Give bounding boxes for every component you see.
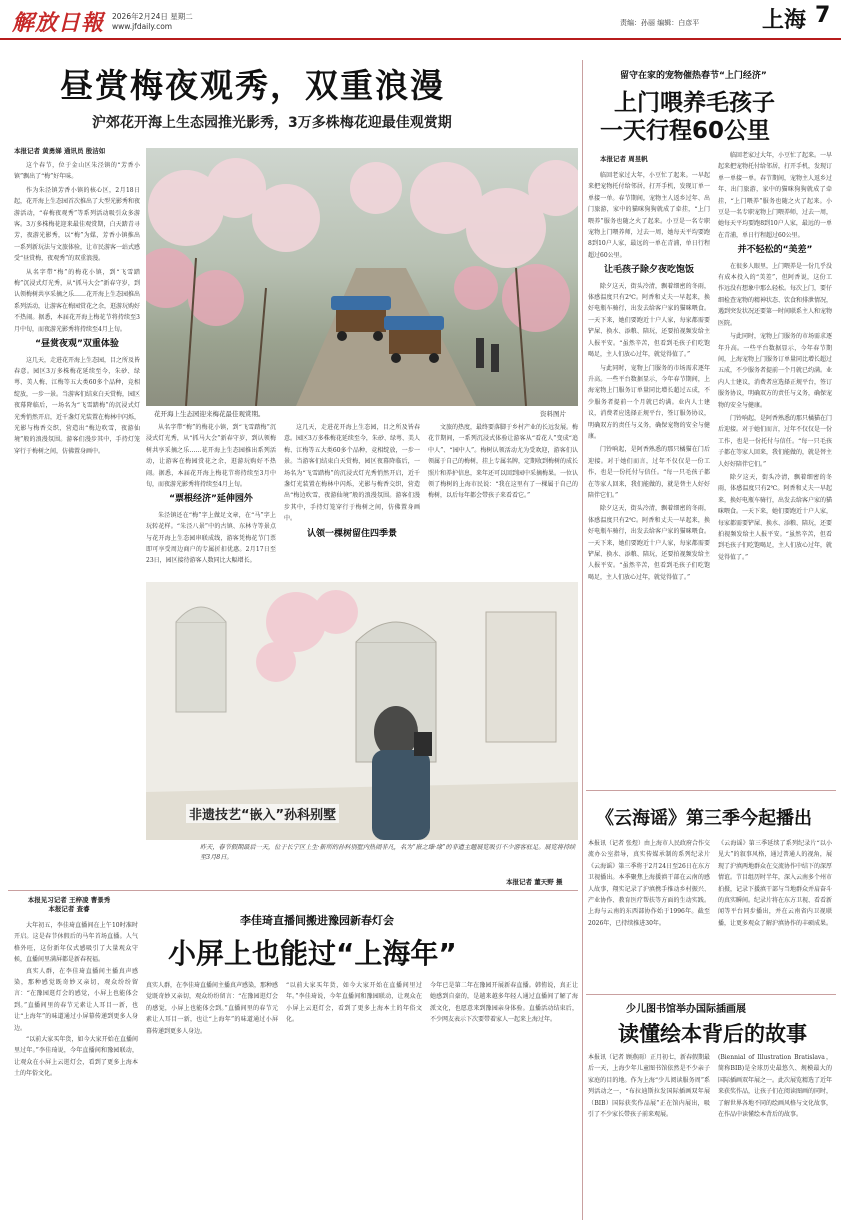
lead-paragraph: 作为朱泾镇芳香小镇的核心区，2月18日起，花开海上生态园首次推出了大型光影秀和夜游活动，“春梅夜观秀”等系列活动吸引众多游客。3万多株梅花迎来最佳观赏期，白天踏青寻芳，夜游光影秀，以“梅”为媒，芳香小镇推出一系列新玩法与文旅体验，让市民游客一站式感受“昼赏梅，夜观秀”的双重浪漫。 bbox=[14, 186, 140, 263]
issue-date: 2026年2月24日 星期二 bbox=[112, 12, 193, 21]
pets-paragraph: 门铃响起，是阿香熟悉的那只橘猫在门后迎接。对于她们而言，过年不仅仅是一份工作，也是一份托付与信任。“每一只毛孩子都在等家人回来，我们能做的，就是替主人好好陪伴它们。” bbox=[718, 414, 832, 468]
drama-paragraph: “以前大家买年货，如今大家开始在直播间里过年。”李佳琦说，今年直播间和豫园联动，让观众在小屏上云逛灯会，看到了更多上海本土的年俗文化。 bbox=[14, 1036, 138, 1078]
lead-paragraph: 这几天，走进花开海上生态园，目之所及皆春意。园区3万多株梅花延续至今，朱砂、绿萼、美人梅、江梅等五大类60多个品种，竞相绽放，一步一景。当游客们结束白天赏梅，园区夜幕降临后，一场名为“飞雪踏梅”的沉浸式灯光秀悄然开启，近千盏灯光装置在梅林中闪烁，光影与梅香交织，营造出“梅边吹雪，夜游仙境”般的浪漫氛围。游客们漫步其中，手持灯笼穿行于梅树之间，仿佛置身画中。 bbox=[284, 424, 420, 523]
song-headline: 《云海谣》第三季今起播出 bbox=[596, 808, 812, 829]
lead-paragraph: 从名字带“梅”的梅花小镇，到“飞雪踏梅”沉浸式灯光秀，从“抓马大会”新春守岁，到认领梅树共享采摘之乐……花开海上生态园推出系列活动，让游客在梅园赏花之余，逛游玩购好不热闹。据悉，本届花开海上梅花节将持续至3月中旬，而夜游光影秀将持续至4月上旬。 bbox=[14, 268, 140, 333]
pets-subheading-1: 让毛孩子除夕夜吃饱饭 bbox=[603, 265, 694, 276]
masthead-rule bbox=[0, 38, 841, 40]
pets-kicker: 留守在家的宠物催热春节“上门经济” bbox=[620, 71, 767, 81]
heritage-photo bbox=[146, 582, 578, 840]
book-headline: 读懂绘本背后的故事 bbox=[618, 1022, 807, 1046]
lead-subhead: 沪郊花开海上生态园推光影秀，3万多株梅花迎最佳观赏期 bbox=[92, 115, 452, 131]
heritage-scene bbox=[146, 582, 578, 840]
lead-column-2 bbox=[146, 422, 276, 572]
heritage-credit: 本报记者 董天野 摄 bbox=[506, 878, 563, 886]
newspaper-logo: 解放日報 bbox=[12, 10, 105, 36]
pets-byline: 本报记者 周昱帆 bbox=[600, 155, 648, 163]
pets-paragraph: 在很多人眼里，上门喂养是一份几乎没有成本投入的“美差”，但阿香说，这份工作远没有想象中那么轻松。每次上门，要仔细检查宠物的精神状态、饮食和排泄情况，遇到突发状况还要第一时间联系主人和宠物医院。 bbox=[718, 262, 832, 327]
page-number: 7 bbox=[815, 3, 831, 28]
drama-paragraph: 大年初五，李佳琦直播间在上午10时准时开启。这是春节休假后的马年首场直播。人气格外旺，这份新年仪式感吸引了大量观众守候，直播间里满屏都是新春祝福。 bbox=[14, 922, 138, 964]
lead-headline: 昼赏梅夜观秀，双重浪漫 bbox=[60, 66, 445, 105]
lead-paragraph: 朱泾镇还在“梅”字上做足文章，在“马”字上玩转花样。“朱泾八景”中的古镇、东林寺等景点与花开海上生态园串联成线，游客凭梅花节门票即可享受周边商户的专属折扣优惠。2月17日至23日，园区接待游客人数同比大幅增长。 bbox=[146, 511, 276, 565]
lead-column-1 bbox=[14, 160, 140, 510]
song-column-1: 本报讯（记者 张煜）由上海市人民政府合作交流办公室指导，真实传媒承制的系列纪录片《云海谣》第三季将于2月24日至26日在东方卫视播出。本季聚焦上海援滇干部在云南的感人故事，翔实记录了沪滇携手推动乡村振兴、产业协作、教育医疗帮扶等方面的生动实践。上海与云南的东西部协作始于1996年。截至2026年，已持续推进30年。 bbox=[588, 840, 710, 927]
pets-paragraph: 与此同时，宠物上门服务的市场需求逐年升高。一些平台数据显示，今年春节期间，上海宠物上门服务订单量同比增长超过五成，不少服务者提前一个月就已约满。业内人士建议，消费者应选择正规平台，签订服务协议，明确双方的责任与义务，确保宠物的安全与健康。 bbox=[718, 333, 832, 409]
lead-subheading-3: 认领一棵树留住四季景 bbox=[306, 528, 397, 539]
drama-column-4: 今年已是第二年在豫园开展新春直播。韩侑说，真正让她感到自豪的，是越来越多年轻人通过直播间了解了海派文化，也愿意来到豫园亲身体验。直播活动结束后，不少网友表示下次要带着家人一起来上海过年。 bbox=[430, 982, 578, 1024]
drama-column-3: “以前大家买年货，如今大家开始在直播间里过年。”李佳琦说，今年直播间和豫园联动，让观众在小屏上云逛灯会，看到了更多上海本土的年俗文化。 bbox=[286, 982, 422, 1024]
lead-subheading-2: “票根经济”延伸园外 bbox=[169, 494, 253, 505]
drama-divider bbox=[8, 890, 578, 891]
pets-paragraph: 除夕这天，街头冷清，飘着细密的冬雨，体感温度只有2℃。阿香和丈夫一早起来，换好电瓶车骑行，出发去给客户家的猫咪喂食。一天下来，她们要跑近十户人家，每家都需要铲屎、换水、添粮、陪玩，还要拍视频发给主人报平安。“虽然辛苦，但看到毛孩子们吃饱喝足，主人们放心过年，就觉得值了。” bbox=[588, 505, 710, 581]
pets-paragraph: 除夕这天，街头冷清，飘着细密的冬雨，体感温度只有2℃。阿香和丈夫一早起来，换好电瓶车骑行，出发去给客户家的猫咪喂食。一天下来，她们要跑近十户人家，每家都需要铲屎、换水、添粮、陪玩，还要拍视频发给主人报平安。“虽然辛苦，但看到毛孩子们吃饱喝足，主人们放心过年，就觉得值了。” bbox=[718, 473, 832, 561]
masthead bbox=[0, 0, 841, 38]
pets-paragraph: 临回老家过大年，小豆忙了起来。一早起来把宠物托付给邻居，打开手机，发现订单一单接一单。春节期间，宠物主人返乡过年、出门旅游，家中的猫咪狗狗就成了牵挂，“上门喂养”服务也随之火了起来。小豆是一名专职宠物上门喂养师，过去一周，她每天平均要跑8到10户人家，最远的一单在青浦，单日行程超过60公里。 bbox=[718, 152, 832, 239]
song-divider bbox=[586, 790, 836, 791]
pets-subheading-2: 并不轻松的“美差” bbox=[737, 245, 813, 256]
pets-paragraph: 门铃响起，是阿香熟悉的那只橘猫在门后迎接。对于她们而言，过年不仅仅是一份工作，也是一份托付与信任。“每一只毛孩子都在等家人回来，我们能做的，就是替主人好好陪伴它们。” bbox=[588, 446, 710, 499]
book-kicker: 少儿图书馆举办国际插画展 bbox=[626, 1004, 746, 1015]
drama-column-2: 真实人群，在李佳琦直播间主播真声感染，那种感觉既奇妙又亲切，观众纷纷留言：“在豫园逛灯会的感觉，小屏上也能体会到。”直播间里的春节元素让人耳目一新，也让“上海年”的味道通过小屏幕传递到更多人身边。 bbox=[146, 982, 278, 1035]
photo-scene bbox=[146, 148, 578, 406]
drama-byline: 本报见习记者 王梓凌 曹景秀 本报记者 查睿 bbox=[27, 896, 111, 913]
song-column-2: 《云海谣》第三季延续了系列纪录片“以小见大”的叙事风格，通过普通人的视角，展现了沪滇两地群众在交流协作中结下的深厚情谊。节目组历时半年，深入云南多个州市拍摄，记录下援滇干部与当地群众并肩奋斗的真实瞬间。纪录片将在东方卫视、看看新闻等平台同步播出，并在云南省内卫视联播，让更多观众了解沪滇协作的丰硕成果。 bbox=[718, 840, 832, 927]
book-column-2: (Biennial of Illustration Bratislava，简称BIB)是全球历史最悠久、规模最大的国际插画双年展之一。此次展览精选了近年来获奖作品，让孩子们在阅读图画的同时，了解世界各地不同的绘画风格与文化故事，在作品中读懂绘本背后的故事。 bbox=[718, 1054, 832, 1119]
lead-subheading-1: “昼赏夜观”双重体验 bbox=[35, 339, 119, 350]
pets-headline-1: 上门喂养毛孩子 bbox=[614, 90, 775, 116]
pets-paragraph: 除夕这天，街头冷清，飘着细密的冬雨，体感温度只有2℃。阿香和丈夫一早起来，换好电瓶车骑行，出发去给客户家的猫咪喂食。一天下来，她们要跑近十户人家，每家都需要铲屎、换水、添粮、陪玩，还要拍视频发给主人报平安。“虽然辛苦，但看到毛孩子们吃饱喝足，主人们放心过年，就觉得值了。” bbox=[588, 282, 710, 359]
section-title: 上海 bbox=[762, 8, 807, 33]
drama-headline: 小屏上也能过“上海年” bbox=[168, 937, 457, 970]
editor-credit: 责编：孙丽 编辑：白彦平 bbox=[620, 19, 700, 27]
pets-headline-2: 一天行程60公里 bbox=[600, 118, 771, 144]
book-divider bbox=[586, 994, 836, 995]
lead-byline: 本报记者 黄勇娣 通讯员 殷洁如 bbox=[14, 147, 106, 155]
lead-paragraph: 这个春节，位于金山区朱泾镇的“芳香小镇”飘出了“梅”好年味。 bbox=[14, 162, 140, 181]
pets-paragraph: 临回老家过大年，小豆忙了起来。一早起来把宠物托付给邻居，打开手机，发现订单一单接一单。春节期间，宠物主人返乡过年、出门旅游，家中的猫咪狗狗就成了牵挂，“上门喂养”服务也随之火了起来。小豆是一名专职宠物上门喂养师，过去一周，她每天平均要跑8到10户人家，最远的一单在青浦，单日行程超过60公里。 bbox=[588, 172, 710, 259]
photo-credit: 资料图片 bbox=[540, 410, 566, 418]
drama-column-1 bbox=[14, 920, 138, 1220]
drama-paragraph: 真实人群，在李佳琦直播间主播真声感染，那种感觉既奇妙又亲切，观众纷纷留言：“在豫园逛灯会的感觉，小屏上也能体会到。”直播间里的春节元素让人耳目一新，也让“上海年”的味道通过小屏幕传递到更多人身边。 bbox=[14, 967, 138, 1032]
pets-column-1 bbox=[588, 170, 710, 780]
plum-garden-photo bbox=[146, 148, 578, 406]
pets-column-2 bbox=[718, 150, 832, 780]
drama-kicker: 李佳琦直播间搬进豫园新春灯会 bbox=[240, 914, 394, 927]
column-separator bbox=[582, 60, 583, 1220]
heritage-caption: 昨天，春节假期最后一天，位于长宁区上生·新所的孙科别墅内热闹非凡，名为“嵌之臻·缘”的非遗主题展览吸引不少游客驻足。展览将持续至3月8日。 bbox=[200, 844, 576, 861]
heritage-label: 非遗技艺“嵌入”孙科别墅 bbox=[186, 804, 339, 823]
lead-column-4 bbox=[428, 422, 578, 572]
lead-paragraph: 文旅的热度，最终要落脚于乡村产业的长远发展。梅花节期间，一系列沉浸式体验让游客从“看花人”变成“追中人”、“园中人”。梅树认领活动尤为受欢迎，游客们认领属于自己的梅树，挂上专属名牌，定期收到梅树的成长照片和养护信息，来年还可以回到园中采摘梅果。一位认领了梅树的上海市民说：“我在这里有了一棵属于自己的梅树，以后每年都会带孩子来看看它。” bbox=[428, 424, 578, 500]
photo-caption: 花开海上生态园迎来梅花最佳观赏期。 bbox=[154, 410, 265, 418]
lead-column-3 bbox=[284, 422, 420, 572]
pets-paragraph: 与此同时，宠物上门服务的市场需求逐年升高。一些平台数据显示，今年春节期间，上海宠物上门服务订单量同比增长超过五成，不少服务者提前一个月就已约满。业内人士建议，消费者应选择正规平台，签订服务协议，明确双方的责任与义务，确保宠物的安全与健康。 bbox=[588, 364, 710, 440]
lead-paragraph: 从名字带“梅”的梅花小镇，到“飞雪踏梅”沉浸式灯光秀，从“抓马大会”新春守岁，到认领梅树共享采摘之乐……花开海上生态园推出系列活动，让游客在梅园赏花之余，逛游玩购好不热闹。据悉，本届花开海上梅花节将持续至3月中旬，而夜游光影秀将持续至4月上旬。 bbox=[146, 424, 276, 489]
lead-paragraph: 这几天，走进花开海上生态园，目之所及皆春意。园区3万多株梅花延续至今，朱砂、绿萼、美人梅、江梅等五大类60多个品种，竞相绽放，一步一景。当游客们结束白天赏梅，园区夜幕降临后，一场名为“飞雪踏梅”的沉浸式灯光秀悄然开启，近千盏灯光装置在梅林中闪烁，光影与梅香交织，营造出“梅边吹雪，夜游仙境”般的浪漫氛围。游客们漫步其中，手持灯笼穿行于梅树之间，仿佛置身画中。 bbox=[14, 356, 140, 455]
book-column-1: 本报讯（记者 顾燕雨）正月初七，新春假期最后一天，上海少年儿童图书馆依然是不少亲子家庭的目的地。作为上海“少儿阅读服务周”系列活动之一，“布拉迪斯拉发国际插画双年展（BIB）国际获奖作品展”正在馆内展出，吸引了不少家长带孩子前来观展。 bbox=[588, 1054, 710, 1119]
website-link[interactable]: www.jfdaily.com bbox=[112, 22, 173, 31]
